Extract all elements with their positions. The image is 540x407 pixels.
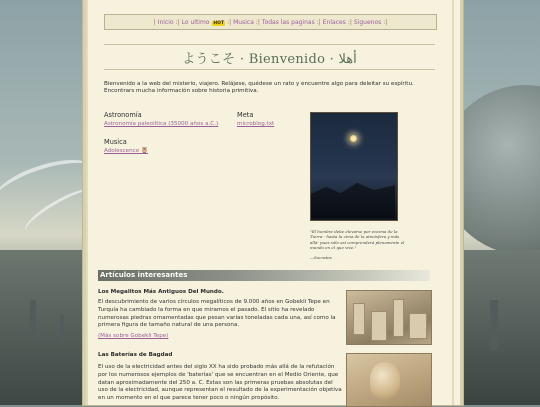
hot-badge: HOT	[213, 20, 225, 26]
article-more-link[interactable]: (Más sobre Gobekli Tepe)	[98, 333, 169, 339]
gobekli-tepe-photo	[346, 290, 432, 345]
clay-jar-illustration	[370, 362, 400, 400]
panel-border-left	[86, 0, 88, 405]
nav-item-inicio[interactable]: Inicio	[157, 18, 174, 26]
nav-item-lo-ultimo[interactable]: Lo ultimo HOT	[181, 18, 225, 26]
article-title: Los Megalitos Más Antiguos Del Mundo.	[98, 289, 224, 295]
article-text: El uso de la electricidad antes del siglo XX ha sido probado más allá de la refutación por los numerosos ejemplos de 'baterías' que se encuentran en el Medio Oriente, que datan aproximadamente del 250 a. C. Estas son las primeras pruebas absolutas del uso de la electricidad, aunque representan el resultado de la experimentación objetiva en un momento en el que parece tener poco o ningún propósito.	[98, 364, 342, 402]
divider	[104, 44, 435, 45]
tower-silhouette	[30, 300, 36, 340]
article-title: Las Baterías de Bagdad	[98, 352, 173, 358]
link-adolescence[interactable]: Adolescence 🦉	[104, 148, 148, 154]
nav-item-musica[interactable]: Musica	[233, 18, 254, 26]
welcome-title: ようこそ · Bienvenido · أهلا	[182, 52, 357, 67]
section-heading-astronomia: Astronomía	[104, 111, 142, 119]
intro-text: Bienvenido a la web del misterio, viajero. Relájese, quédese un rato y encuentre algo para deleitar su espíritu. Encontrars mucha información sobre historia primitiva.	[104, 81, 414, 94]
link-astronomia-paleolitica[interactable]: Astronomía paleolítica (35000 años a.C.)	[104, 121, 219, 127]
quote-author: —Socrates	[310, 255, 332, 260]
article-text: El descubrimiento de varios círculos megalíticos de 9.000 años en Gobekli Tepe en Turquía ha cambiado la forma en que miramos el pasado. El sitio ha revelado numerosas piedras ornamentadas que pesan varias toneladas cada una, así como la primera figura de tamaño natural de una persona.	[98, 299, 336, 329]
top-navigation: | Inicio :| Lo ultimo HOT :| Musica :| Todas las paginas :| Enlaces :| Siguenos :|	[104, 14, 437, 30]
divider	[104, 69, 435, 70]
tower-silhouette	[490, 300, 498, 350]
nav-item-enlaces[interactable]: Enlaces	[322, 18, 346, 26]
quote-text: "El hombre debe elevarse por encima de la Tierra - hasta la cima de la atmósfera y más allá- pues sólo así comprenderá plenamente el mundo en el que vive."	[310, 229, 405, 250]
nav-item-siguenos[interactable]: Siguenos	[353, 18, 382, 26]
section-heading-meta: Meta	[237, 111, 254, 119]
link-microblog[interactable]: microblog.txt	[237, 121, 275, 127]
nav-item-todas-las-paginas[interactable]: Todas las paginas	[261, 18, 315, 26]
right-landscape	[458, 250, 540, 405]
tower-silhouette	[60, 315, 64, 343]
section-heading-musica: Musica	[104, 138, 127, 146]
articles-heading: Artículos interesantes	[98, 270, 430, 281]
moon-icon	[350, 135, 357, 142]
panel-border-right	[452, 0, 454, 405]
